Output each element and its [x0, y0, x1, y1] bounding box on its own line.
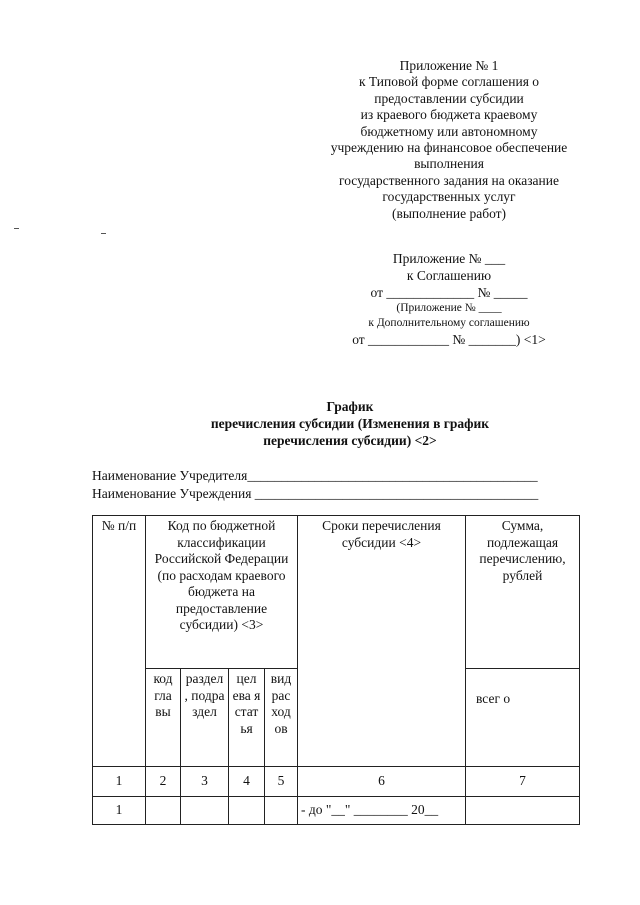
appendix-header	[296, 58, 602, 222]
appendix-line: предоставлении субсидии	[374, 90, 524, 106]
appendix-line: Приложение № 1	[399, 58, 499, 73]
title-line: перечисления субсидии) <2>	[263, 433, 437, 448]
appendix-line: учреждению на финансовое обеспечение	[330, 140, 568, 156]
header-budget-code: Код по бюджетной классификации Российской Федерации (по расходам краевого бюджета на предоставление субсидии) <3>	[146, 516, 298, 669]
header-row-number: № п/п	[93, 516, 146, 767]
agreement-appendix-number: Приложение № ___	[392, 251, 506, 266]
appendix-line: из краевого бюджета краевому	[360, 107, 538, 123]
header-transfer-terms: Сроки перечисления субсидии <4>	[298, 516, 466, 767]
subheader-target-article: цел ева я стат ья	[229, 669, 265, 767]
subheader-expense-type: вид рас ход ов	[265, 669, 298, 767]
title-line: График	[326, 399, 374, 414]
agreement-date-number: от _____________ № _____	[370, 285, 528, 300]
agreement-reference	[320, 250, 578, 348]
subheader-total: всег о	[466, 669, 580, 767]
scan-mark	[101, 233, 106, 234]
supplement-appendix-number: (Приложение № ____	[396, 302, 502, 314]
document-title	[120, 398, 580, 449]
appendix-line: бюджетному или автономному	[360, 123, 538, 139]
appendix-line: государственного задания на оказание	[339, 172, 559, 188]
names-block	[92, 467, 592, 502]
founder-name-field: Наименование Учредителя___________________________________________	[92, 468, 538, 483]
agreement-label: к Соглашению	[406, 268, 492, 283]
supplement-label: к Дополнительному соглашению	[368, 317, 530, 329]
subheader-section: раздел , подра здел	[181, 669, 229, 767]
row-amount-cell	[466, 797, 580, 825]
row-article-cell	[229, 797, 265, 825]
scan-mark	[14, 228, 19, 229]
supplement-date-number: от ____________ № _______) <1>	[352, 332, 546, 347]
column-number-cell: 2	[146, 767, 181, 797]
row-number-cell: 1	[93, 797, 146, 825]
institution-name-field: Наименование Учреждения __________________________________________	[92, 485, 539, 501]
payment-schedule-table	[92, 515, 580, 825]
row-section-cell	[181, 797, 229, 825]
column-number-cell: 7	[466, 767, 580, 797]
column-number-cell: 3	[181, 767, 229, 797]
column-number-cell: 4	[229, 767, 265, 797]
row-term-cell: - до "__" ________ 20__	[298, 797, 466, 825]
row-chapter-cell	[146, 797, 181, 825]
column-number-cell: 1	[93, 767, 146, 797]
appendix-line: выполнения	[414, 156, 484, 172]
appendix-line: к Типовой форме соглашения о	[358, 74, 540, 90]
appendix-line: государственных услуг	[382, 189, 516, 205]
header-amount: Сумма, подлежащая перечислению, рублей	[466, 516, 580, 669]
title-line: перечисления субсидии (Изменения в график	[210, 416, 490, 431]
column-number-cell: 6	[298, 767, 466, 797]
appendix-line: (выполнение работ)	[391, 205, 507, 221]
subheader-chapter-code: код гла вы	[146, 669, 181, 767]
row-expense-type-cell	[265, 797, 298, 825]
column-number-cell: 5	[265, 767, 298, 797]
